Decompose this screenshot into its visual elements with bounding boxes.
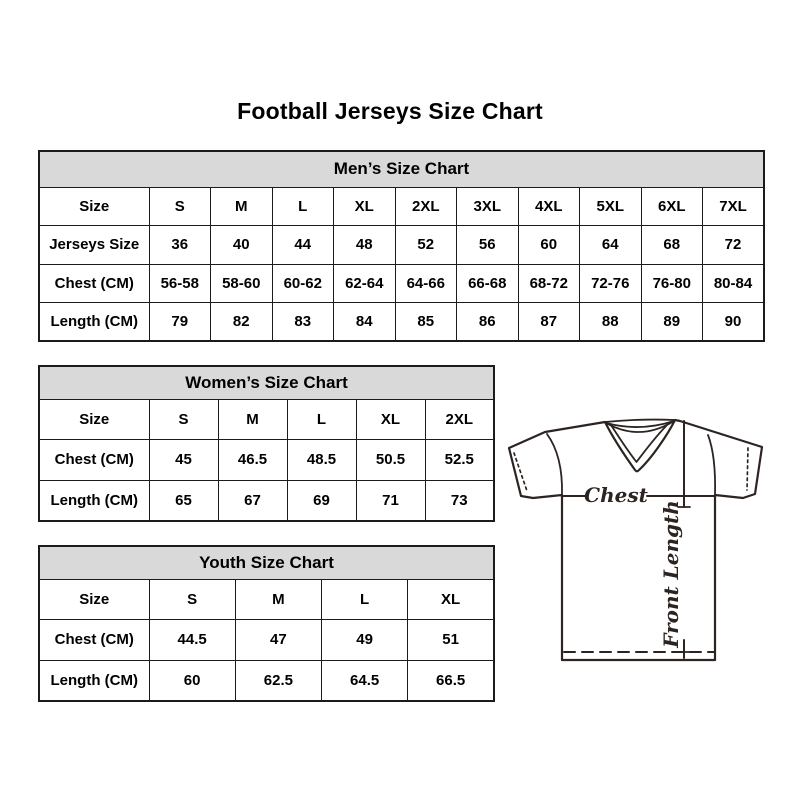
table-row (39, 226, 764, 265)
row-label: Chest (CM) (39, 264, 149, 303)
cell-value: 40 (211, 226, 273, 265)
cell-value: 82 (211, 303, 273, 342)
cell-value: 76-80 (641, 264, 703, 303)
cell-value: 73 (425, 480, 494, 521)
cell-value: 6XL (641, 187, 703, 226)
cell-value: 48.5 (287, 440, 356, 481)
row-label: Jerseys Size (39, 226, 149, 265)
row-label: Chest (CM) (39, 440, 149, 481)
cell-value: 62-64 (334, 264, 396, 303)
cell-value: 3XL (457, 187, 519, 226)
women-table-title: Women’s Size Chart (39, 366, 494, 399)
cell-value: 64.5 (322, 660, 408, 701)
cell-value: 79 (149, 303, 211, 342)
cell-value: 90 (703, 303, 765, 342)
cell-value: 45 (149, 440, 218, 481)
cell-value: 44.5 (149, 620, 235, 661)
cell-value: 52 (395, 226, 457, 265)
row-label: Size (39, 399, 149, 440)
men-table-title: Men’s Size Chart (39, 151, 764, 187)
cell-value: 85 (395, 303, 457, 342)
cell-value: 48 (334, 226, 396, 265)
row-label: Length (CM) (39, 660, 149, 701)
cell-value: 56-58 (149, 264, 211, 303)
right-cuff-dashed-line (747, 448, 748, 490)
row-label: Length (CM) (39, 303, 149, 342)
collar-back-edge (605, 420, 675, 422)
cell-value: 72 (703, 226, 765, 265)
cell-value: 64-66 (395, 264, 457, 303)
cell-value: 66-68 (457, 264, 519, 303)
cell-value: 60 (518, 226, 580, 265)
cell-value: 71 (356, 480, 425, 521)
jersey-diagram-svg (500, 408, 770, 670)
table-row (39, 620, 494, 661)
cell-value: 4XL (518, 187, 580, 226)
youth-table-title-row (39, 546, 494, 579)
cell-value: 68-72 (518, 264, 580, 303)
table-row (39, 440, 494, 481)
table-row (39, 303, 764, 342)
cell-value: XL (356, 399, 425, 440)
cell-value: S (149, 187, 211, 226)
mens-size-table (38, 150, 765, 342)
cell-value: 89 (641, 303, 703, 342)
cell-value: S (149, 399, 218, 440)
cell-value: 62.5 (235, 660, 321, 701)
row-label: Length (CM) (39, 480, 149, 521)
cell-value: 44 (272, 226, 334, 265)
row-label: Chest (CM) (39, 620, 149, 661)
cell-value: 36 (149, 226, 211, 265)
jersey-measurement-diagram (500, 408, 770, 670)
cell-value: 60-62 (272, 264, 334, 303)
cell-value: XL (408, 579, 494, 620)
cell-value: 51 (408, 620, 494, 661)
youth-size-table (38, 545, 495, 702)
table-row (39, 399, 494, 440)
womens-size-table (38, 365, 495, 522)
cell-value: L (272, 187, 334, 226)
table-row (39, 264, 764, 303)
cell-value: M (211, 187, 273, 226)
cell-value: 2XL (425, 399, 494, 440)
table-row (39, 660, 494, 701)
cell-value: 66.5 (408, 660, 494, 701)
cell-value: M (218, 399, 287, 440)
cell-value: 5XL (580, 187, 642, 226)
table-row (39, 187, 764, 226)
cell-value: 87 (518, 303, 580, 342)
cell-value: 58-60 (211, 264, 273, 303)
cell-value: 88 (580, 303, 642, 342)
cell-value: 49 (322, 620, 408, 661)
cell-value: S (149, 579, 235, 620)
cell-value: 64 (580, 226, 642, 265)
youth-table-title: Youth Size Chart (39, 546, 494, 579)
cell-value: XL (334, 187, 396, 226)
cell-value: 84 (334, 303, 396, 342)
cell-value: 56 (457, 226, 519, 265)
cell-value: 7XL (703, 187, 765, 226)
row-label: Size (39, 579, 149, 620)
cell-value: 46.5 (218, 440, 287, 481)
row-label: Size (39, 187, 149, 226)
cell-value: 2XL (395, 187, 457, 226)
cell-value: 60 (149, 660, 235, 701)
chest-label: Chest (584, 483, 648, 507)
table-row (39, 579, 494, 620)
page-title: Football Jerseys Size Chart (237, 98, 543, 124)
cell-value: 68 (641, 226, 703, 265)
cell-value: 86 (457, 303, 519, 342)
cell-value: 67 (218, 480, 287, 521)
cell-value: 69 (287, 480, 356, 521)
cell-value: 72-76 (580, 264, 642, 303)
cell-value: L (322, 579, 408, 620)
jersey-outline (509, 420, 762, 660)
table-row (39, 480, 494, 521)
cell-value: 52.5 (425, 440, 494, 481)
women-table-title-row (39, 366, 494, 399)
front-length-label: Front Length (659, 500, 683, 648)
cell-value: 80-84 (703, 264, 765, 303)
cell-value: 83 (272, 303, 334, 342)
cell-value: 65 (149, 480, 218, 521)
cell-value: L (287, 399, 356, 440)
men-table-title-row (39, 151, 764, 187)
cell-value: M (235, 579, 321, 620)
cell-value: 47 (235, 620, 321, 661)
cell-value: 50.5 (356, 440, 425, 481)
